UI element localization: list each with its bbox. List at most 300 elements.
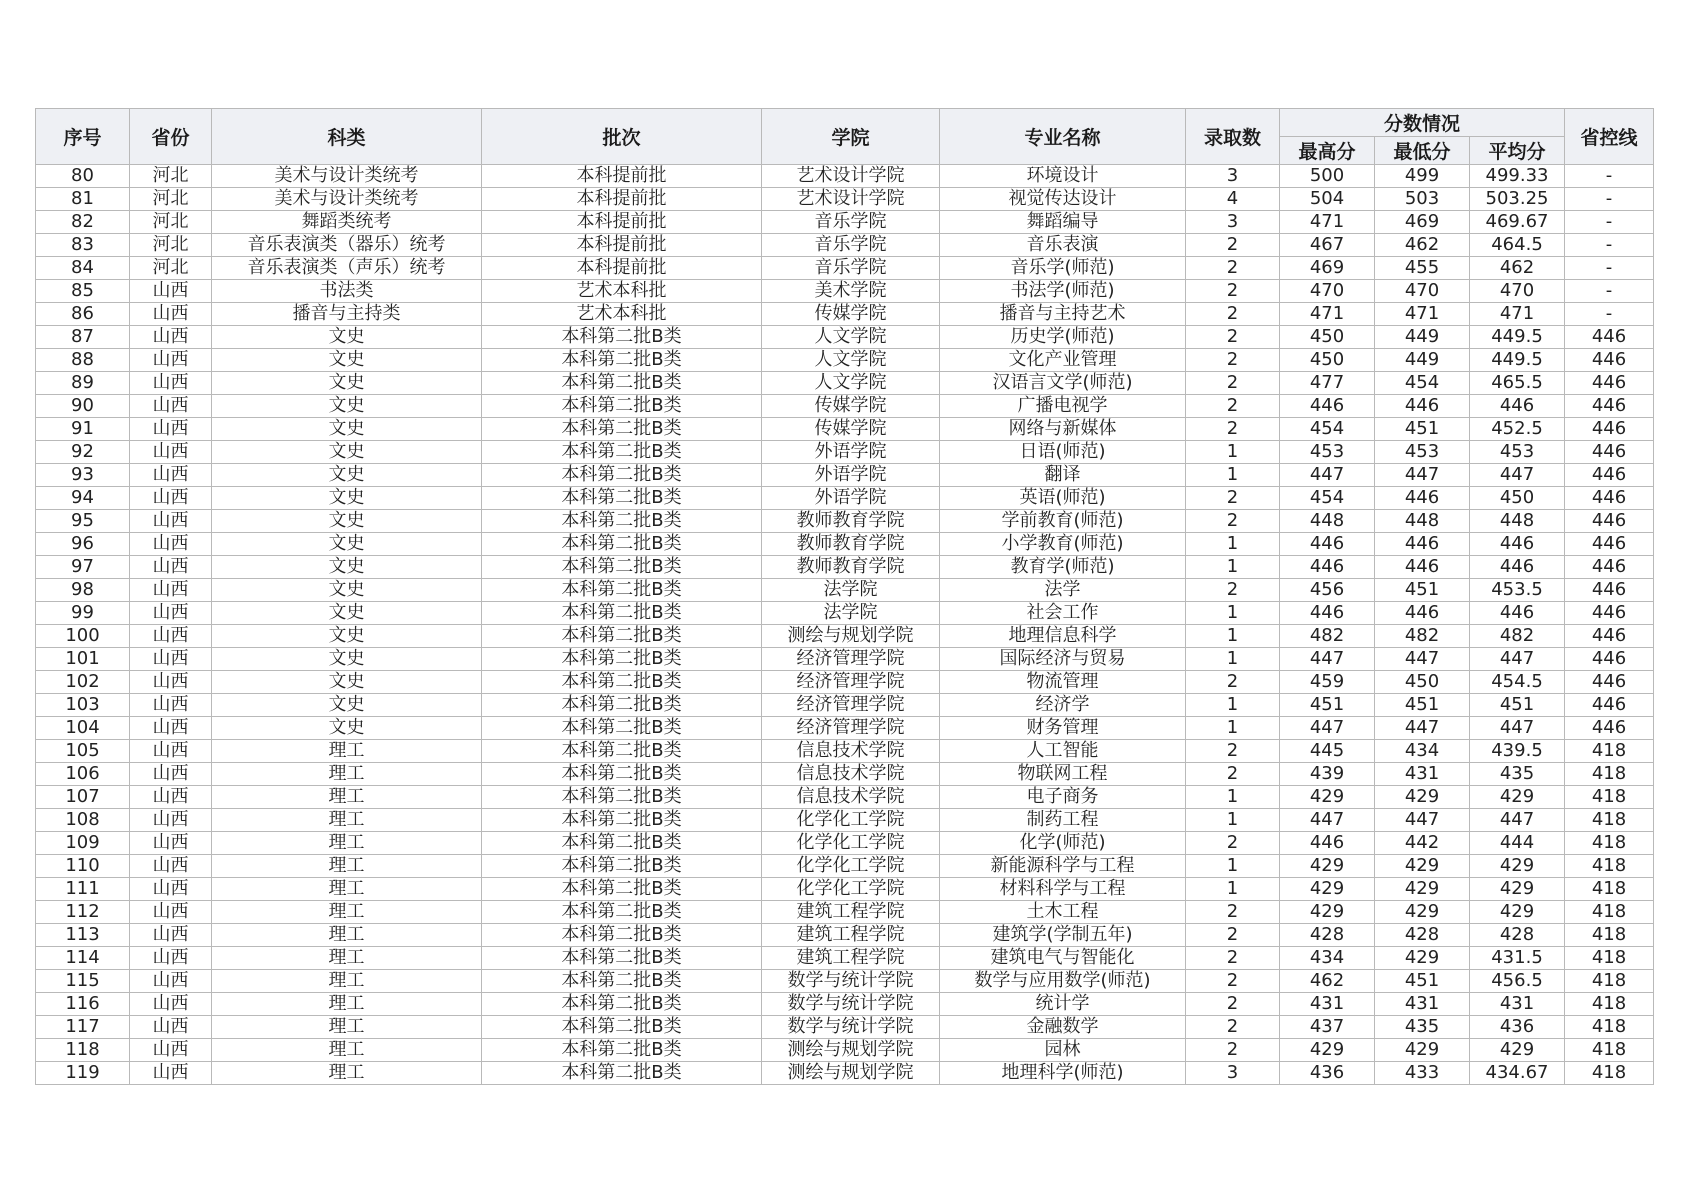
cell-province: 河北	[130, 165, 212, 188]
cell-control-line: 446	[1565, 648, 1654, 671]
cell-category: 理工	[212, 924, 482, 947]
header-seq: 序号	[36, 109, 130, 165]
cell-min-score: 454	[1375, 372, 1470, 395]
table-row	[36, 395, 1654, 418]
cell-admitted: 2	[1186, 418, 1280, 441]
cell-category: 文史	[212, 671, 482, 694]
cell-category: 理工	[212, 1016, 482, 1039]
cell-batch: 本科第二批B类	[482, 740, 762, 763]
cell-major: 建筑学(学制五年)	[940, 924, 1186, 947]
cell-province: 山西	[130, 832, 212, 855]
cell-avg-score: 434.67	[1470, 1062, 1565, 1085]
cell-batch: 本科第二批B类	[482, 625, 762, 648]
cell-batch: 艺术本科批	[482, 303, 762, 326]
header-province: 省份	[130, 109, 212, 165]
cell-category: 文史	[212, 395, 482, 418]
cell-avg-score: 447	[1470, 809, 1565, 832]
cell-category: 文史	[212, 326, 482, 349]
cell-batch: 本科第二批B类	[482, 579, 762, 602]
cell-major: 金融数学	[940, 1016, 1186, 1039]
table-body	[36, 165, 1654, 1085]
cell-seq: 96	[36, 533, 130, 556]
cell-admitted: 2	[1186, 234, 1280, 257]
cell-college: 音乐学院	[762, 257, 940, 280]
cell-max-score: 467	[1280, 234, 1375, 257]
cell-category: 文史	[212, 533, 482, 556]
cell-control-line: 418	[1565, 901, 1654, 924]
cell-batch: 本科第二批B类	[482, 1062, 762, 1085]
cell-college: 数学与统计学院	[762, 1016, 940, 1039]
cell-max-score: 446	[1280, 395, 1375, 418]
cell-admitted: 1	[1186, 625, 1280, 648]
cell-admitted: 2	[1186, 832, 1280, 855]
cell-batch: 本科第二批B类	[482, 1039, 762, 1062]
table-row	[36, 372, 1654, 395]
header-college: 学院	[762, 109, 940, 165]
cell-min-score: 482	[1375, 625, 1470, 648]
cell-control-line: 446	[1565, 349, 1654, 372]
cell-seq: 89	[36, 372, 130, 395]
cell-college: 信息技术学院	[762, 786, 940, 809]
cell-max-score: 447	[1280, 464, 1375, 487]
cell-batch: 本科第二批B类	[482, 671, 762, 694]
cell-min-score: 429	[1375, 786, 1470, 809]
cell-admitted: 2	[1186, 487, 1280, 510]
cell-college: 建筑工程学院	[762, 901, 940, 924]
cell-major: 建筑电气与智能化	[940, 947, 1186, 970]
table-row	[36, 763, 1654, 786]
cell-avg-score: 465.5	[1470, 372, 1565, 395]
cell-avg-score: 452.5	[1470, 418, 1565, 441]
cell-batch: 本科第二批B类	[482, 602, 762, 625]
cell-college: 法学院	[762, 579, 940, 602]
cell-major: 物联网工程	[940, 763, 1186, 786]
cell-control-line: 418	[1565, 763, 1654, 786]
cell-major: 音乐表演	[940, 234, 1186, 257]
cell-min-score: 462	[1375, 234, 1470, 257]
cell-admitted: 2	[1186, 1039, 1280, 1062]
cell-province: 山西	[130, 717, 212, 740]
cell-batch: 本科第二批B类	[482, 487, 762, 510]
cell-min-score: 429	[1375, 1039, 1470, 1062]
cell-avg-score: 446	[1470, 395, 1565, 418]
cell-province: 山西	[130, 487, 212, 510]
table-row	[36, 924, 1654, 947]
cell-max-score: 446	[1280, 556, 1375, 579]
cell-avg-score: 499.33	[1470, 165, 1565, 188]
table-row	[36, 648, 1654, 671]
table-row	[36, 947, 1654, 970]
cell-seq: 87	[36, 326, 130, 349]
cell-control-line: 446	[1565, 464, 1654, 487]
cell-admitted: 2	[1186, 924, 1280, 947]
cell-category: 文史	[212, 418, 482, 441]
cell-max-score: 450	[1280, 349, 1375, 372]
cell-min-score: 449	[1375, 349, 1470, 372]
table-row	[36, 993, 1654, 1016]
cell-control-line: 418	[1565, 970, 1654, 993]
cell-major: 舞蹈编导	[940, 211, 1186, 234]
cell-college: 经济管理学院	[762, 648, 940, 671]
cell-category: 理工	[212, 832, 482, 855]
cell-batch: 本科第二批B类	[482, 349, 762, 372]
cell-min-score: 471	[1375, 303, 1470, 326]
cell-college: 经济管理学院	[762, 694, 940, 717]
cell-avg-score: 436	[1470, 1016, 1565, 1039]
cell-major: 历史学(师范)	[940, 326, 1186, 349]
cell-avg-score: 454.5	[1470, 671, 1565, 694]
cell-min-score: 447	[1375, 464, 1470, 487]
cell-province: 河北	[130, 188, 212, 211]
cell-category: 理工	[212, 947, 482, 970]
cell-max-score: 456	[1280, 579, 1375, 602]
cell-batch: 本科第二批B类	[482, 510, 762, 533]
cell-admitted: 2	[1186, 970, 1280, 993]
cell-seq: 82	[36, 211, 130, 234]
cell-control-line: 418	[1565, 832, 1654, 855]
cell-province: 山西	[130, 556, 212, 579]
cell-province: 山西	[130, 947, 212, 970]
cell-major: 日语(师范)	[940, 441, 1186, 464]
cell-batch: 本科提前批	[482, 188, 762, 211]
cell-category: 理工	[212, 809, 482, 832]
cell-avg-score: 429	[1470, 878, 1565, 901]
table-row	[36, 1039, 1654, 1062]
cell-avg-score: 462	[1470, 257, 1565, 280]
cell-college: 建筑工程学院	[762, 947, 940, 970]
cell-province: 山西	[130, 1039, 212, 1062]
table-row	[36, 303, 1654, 326]
cell-max-score: 477	[1280, 372, 1375, 395]
cell-avg-score: 447	[1470, 648, 1565, 671]
cell-max-score: 469	[1280, 257, 1375, 280]
table-row	[36, 487, 1654, 510]
cell-max-score: 446	[1280, 602, 1375, 625]
cell-min-score: 434	[1375, 740, 1470, 763]
cell-batch: 本科第二批B类	[482, 1016, 762, 1039]
cell-max-score: 434	[1280, 947, 1375, 970]
cell-province: 河北	[130, 257, 212, 280]
cell-batch: 本科第二批B类	[482, 924, 762, 947]
cell-major: 电子商务	[940, 786, 1186, 809]
cell-college: 经济管理学院	[762, 671, 940, 694]
cell-batch: 本科第二批B类	[482, 556, 762, 579]
cell-min-score: 429	[1375, 855, 1470, 878]
cell-batch: 本科第二批B类	[482, 786, 762, 809]
cell-seq: 100	[36, 625, 130, 648]
cell-major: 书法学(师范)	[940, 280, 1186, 303]
cell-province: 山西	[130, 1016, 212, 1039]
cell-province: 山西	[130, 395, 212, 418]
cell-avg-score: 471	[1470, 303, 1565, 326]
cell-major: 制药工程	[940, 809, 1186, 832]
cell-category: 文史	[212, 510, 482, 533]
cell-category: 文史	[212, 441, 482, 464]
cell-admitted: 2	[1186, 303, 1280, 326]
cell-major: 化学(师范)	[940, 832, 1186, 855]
cell-seq: 91	[36, 418, 130, 441]
cell-max-score: 447	[1280, 809, 1375, 832]
cell-max-score: 453	[1280, 441, 1375, 464]
cell-category: 理工	[212, 1062, 482, 1085]
cell-major: 材料科学与工程	[940, 878, 1186, 901]
cell-min-score: 431	[1375, 993, 1470, 1016]
cell-max-score: 459	[1280, 671, 1375, 694]
cell-major: 社会工作	[940, 602, 1186, 625]
cell-category: 文史	[212, 487, 482, 510]
table-row	[36, 855, 1654, 878]
cell-avg-score: 431.5	[1470, 947, 1565, 970]
cell-avg-score: 429	[1470, 901, 1565, 924]
cell-admitted: 3	[1186, 211, 1280, 234]
cell-major: 经济学	[940, 694, 1186, 717]
cell-seq: 111	[36, 878, 130, 901]
cell-major: 播音与主持艺术	[940, 303, 1186, 326]
cell-admitted: 1	[1186, 809, 1280, 832]
cell-batch: 本科第二批B类	[482, 901, 762, 924]
cell-major: 新能源科学与工程	[940, 855, 1186, 878]
cell-min-score: 499	[1375, 165, 1470, 188]
cell-admitted: 1	[1186, 717, 1280, 740]
cell-major: 视觉传达设计	[940, 188, 1186, 211]
cell-control-line: 446	[1565, 717, 1654, 740]
cell-category: 文史	[212, 602, 482, 625]
cell-batch: 本科第二批B类	[482, 694, 762, 717]
cell-min-score: 429	[1375, 901, 1470, 924]
cell-category: 理工	[212, 786, 482, 809]
cell-min-score: 451	[1375, 418, 1470, 441]
cell-seq: 109	[36, 832, 130, 855]
cell-college: 传媒学院	[762, 418, 940, 441]
cell-min-score: 447	[1375, 648, 1470, 671]
cell-category: 理工	[212, 993, 482, 1016]
cell-control-line: -	[1565, 211, 1654, 234]
cell-college: 化学化工学院	[762, 878, 940, 901]
cell-control-line: 446	[1565, 533, 1654, 556]
cell-control-line: 446	[1565, 694, 1654, 717]
cell-admitted: 2	[1186, 280, 1280, 303]
cell-max-score: 436	[1280, 1062, 1375, 1085]
cell-max-score: 504	[1280, 188, 1375, 211]
cell-province: 山西	[130, 993, 212, 1016]
table-row	[36, 786, 1654, 809]
cell-admitted: 4	[1186, 188, 1280, 211]
cell-category: 理工	[212, 970, 482, 993]
cell-seq: 107	[36, 786, 130, 809]
cell-admitted: 1	[1186, 464, 1280, 487]
cell-seq: 113	[36, 924, 130, 947]
cell-province: 山西	[130, 786, 212, 809]
cell-seq: 95	[36, 510, 130, 533]
cell-province: 山西	[130, 510, 212, 533]
cell-max-score: 437	[1280, 1016, 1375, 1039]
cell-min-score: 428	[1375, 924, 1470, 947]
cell-max-score: 446	[1280, 533, 1375, 556]
cell-control-line: 418	[1565, 947, 1654, 970]
cell-seq: 115	[36, 970, 130, 993]
table-row	[36, 349, 1654, 372]
cell-province: 山西	[130, 349, 212, 372]
cell-control-line: 446	[1565, 625, 1654, 648]
cell-avg-score: 435	[1470, 763, 1565, 786]
cell-control-line: -	[1565, 165, 1654, 188]
cell-province: 山西	[130, 740, 212, 763]
cell-max-score: 448	[1280, 510, 1375, 533]
cell-category: 文史	[212, 372, 482, 395]
table-row	[36, 1016, 1654, 1039]
cell-category: 美术与设计类统考	[212, 188, 482, 211]
cell-control-line: 446	[1565, 418, 1654, 441]
cell-control-line: 446	[1565, 441, 1654, 464]
cell-major: 广播电视学	[940, 395, 1186, 418]
cell-seq: 117	[36, 1016, 130, 1039]
cell-batch: 本科第二批B类	[482, 441, 762, 464]
cell-college: 教师教育学院	[762, 556, 940, 579]
cell-min-score: 451	[1375, 970, 1470, 993]
cell-max-score: 471	[1280, 303, 1375, 326]
cell-seq: 81	[36, 188, 130, 211]
cell-province: 山西	[130, 602, 212, 625]
cell-avg-score: 470	[1470, 280, 1565, 303]
cell-min-score: 442	[1375, 832, 1470, 855]
cell-max-score: 447	[1280, 717, 1375, 740]
cell-max-score: 462	[1280, 970, 1375, 993]
cell-college: 外语学院	[762, 487, 940, 510]
cell-college: 测绘与规划学院	[762, 625, 940, 648]
cell-college: 测绘与规划学院	[762, 1062, 940, 1085]
cell-batch: 本科第二批B类	[482, 763, 762, 786]
table-row	[36, 671, 1654, 694]
cell-control-line: 418	[1565, 878, 1654, 901]
cell-batch: 本科提前批	[482, 211, 762, 234]
cell-max-score: 454	[1280, 418, 1375, 441]
header-min-score: 最低分	[1375, 137, 1470, 165]
header-batch: 批次	[482, 109, 762, 165]
cell-admitted: 2	[1186, 763, 1280, 786]
cell-control-line: -	[1565, 188, 1654, 211]
table-row	[36, 280, 1654, 303]
cell-min-score: 429	[1375, 947, 1470, 970]
cell-category: 理工	[212, 1039, 482, 1062]
cell-max-score: 439	[1280, 763, 1375, 786]
cell-control-line: 418	[1565, 1039, 1654, 1062]
cell-batch: 本科第二批B类	[482, 533, 762, 556]
cell-category: 文史	[212, 625, 482, 648]
cell-admitted: 2	[1186, 671, 1280, 694]
cell-max-score: 429	[1280, 855, 1375, 878]
cell-min-score: 455	[1375, 257, 1470, 280]
cell-control-line: 418	[1565, 1016, 1654, 1039]
cell-category: 理工	[212, 878, 482, 901]
cell-min-score: 453	[1375, 441, 1470, 464]
cell-college: 美术学院	[762, 280, 940, 303]
cell-batch: 本科第二批B类	[482, 809, 762, 832]
cell-college: 法学院	[762, 602, 940, 625]
cell-max-score: 429	[1280, 901, 1375, 924]
cell-avg-score: 431	[1470, 993, 1565, 1016]
admission-score-table	[35, 108, 1654, 1085]
cell-province: 山西	[130, 280, 212, 303]
cell-batch: 本科第二批B类	[482, 326, 762, 349]
cell-admitted: 1	[1186, 533, 1280, 556]
cell-avg-score: 464.5	[1470, 234, 1565, 257]
table-row	[36, 510, 1654, 533]
cell-seq: 108	[36, 809, 130, 832]
cell-admitted: 1	[1186, 694, 1280, 717]
cell-batch: 本科第二批B类	[482, 418, 762, 441]
cell-batch: 本科第二批B类	[482, 717, 762, 740]
table-row	[36, 717, 1654, 740]
cell-admitted: 2	[1186, 257, 1280, 280]
cell-avg-score: 503.25	[1470, 188, 1565, 211]
cell-avg-score: 453.5	[1470, 579, 1565, 602]
table-row	[36, 878, 1654, 901]
cell-control-line: -	[1565, 234, 1654, 257]
table-row	[36, 625, 1654, 648]
cell-category: 舞蹈类统考	[212, 211, 482, 234]
cell-province: 山西	[130, 763, 212, 786]
cell-province: 山西	[130, 625, 212, 648]
cell-avg-score: 451	[1470, 694, 1565, 717]
cell-batch: 本科第二批B类	[482, 395, 762, 418]
cell-min-score: 451	[1375, 579, 1470, 602]
cell-avg-score: 447	[1470, 464, 1565, 487]
cell-province: 山西	[130, 372, 212, 395]
cell-province: 山西	[130, 464, 212, 487]
cell-category: 文史	[212, 556, 482, 579]
cell-college: 传媒学院	[762, 303, 940, 326]
cell-college: 传媒学院	[762, 395, 940, 418]
cell-seq: 106	[36, 763, 130, 786]
cell-major: 统计学	[940, 993, 1186, 1016]
cell-control-line: 446	[1565, 671, 1654, 694]
table-row	[36, 602, 1654, 625]
cell-seq: 86	[36, 303, 130, 326]
cell-avg-score: 449.5	[1470, 326, 1565, 349]
cell-college: 化学化工学院	[762, 832, 940, 855]
cell-max-score: 470	[1280, 280, 1375, 303]
cell-max-score: 450	[1280, 326, 1375, 349]
cell-avg-score: 482	[1470, 625, 1565, 648]
cell-batch: 本科第二批B类	[482, 372, 762, 395]
cell-category: 美术与设计类统考	[212, 165, 482, 188]
cell-min-score: 503	[1375, 188, 1470, 211]
cell-control-line: 418	[1565, 1062, 1654, 1085]
cell-province: 山西	[130, 694, 212, 717]
cell-batch: 艺术本科批	[482, 280, 762, 303]
table-row	[36, 441, 1654, 464]
cell-seq: 118	[36, 1039, 130, 1062]
cell-category: 书法类	[212, 280, 482, 303]
table-row	[36, 533, 1654, 556]
cell-max-score: 446	[1280, 832, 1375, 855]
cell-major: 音乐学(师范)	[940, 257, 1186, 280]
cell-college: 外语学院	[762, 464, 940, 487]
cell-seq: 110	[36, 855, 130, 878]
cell-admitted: 2	[1186, 510, 1280, 533]
cell-control-line: 418	[1565, 924, 1654, 947]
cell-avg-score: 448	[1470, 510, 1565, 533]
cell-college: 经济管理学院	[762, 717, 940, 740]
cell-category: 理工	[212, 740, 482, 763]
cell-admitted: 2	[1186, 993, 1280, 1016]
cell-college: 艺术设计学院	[762, 188, 940, 211]
cell-major: 汉语言文学(师范)	[940, 372, 1186, 395]
table-row	[36, 188, 1654, 211]
table-row	[36, 579, 1654, 602]
cell-category: 音乐表演类（声乐）统考	[212, 257, 482, 280]
cell-avg-score: 446	[1470, 556, 1565, 579]
